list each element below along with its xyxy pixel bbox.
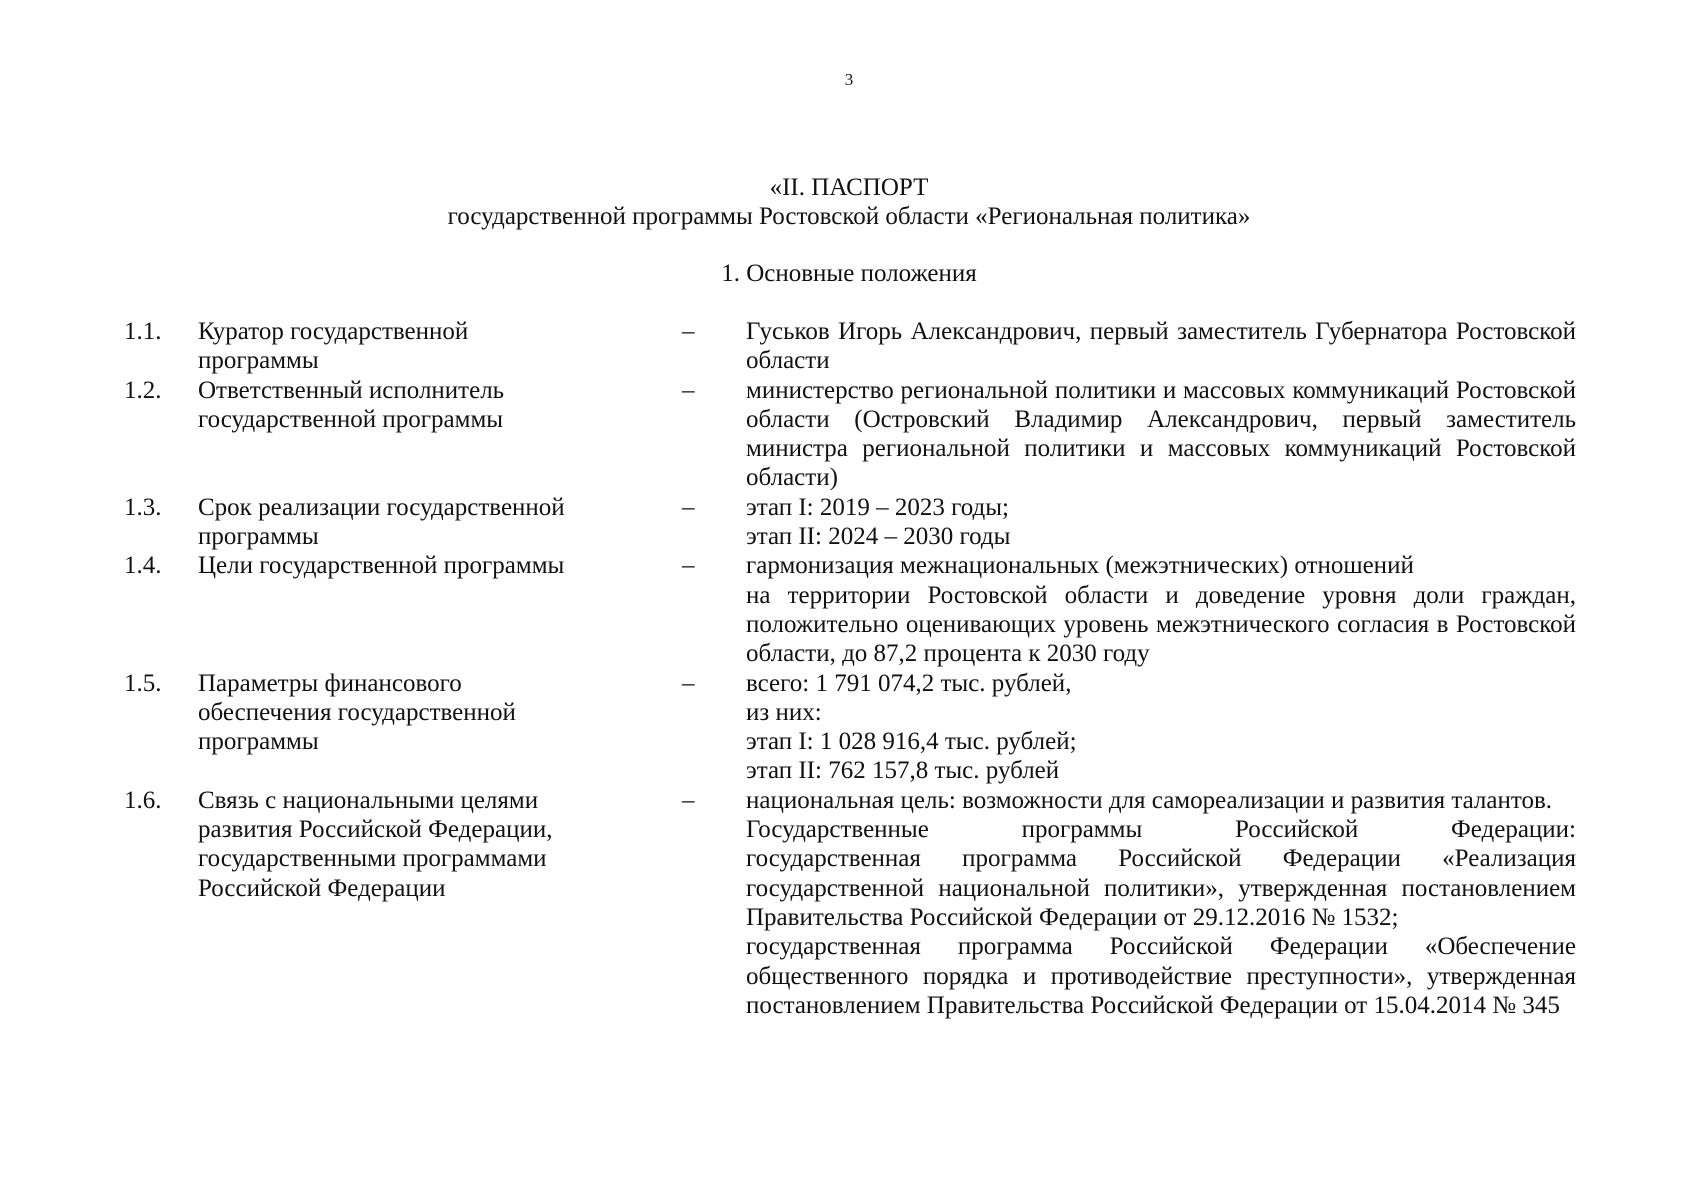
value-paragraph: этап I: 1 028 916,4 тыс. рублей;	[746, 728, 1077, 756]
table-row	[0, 493, 1698, 552]
row-label: Ответственный исполнитель государственной программы	[198, 376, 505, 433]
document-title: «II. ПАСПОРТ	[769, 174, 929, 201]
value-paragraph: из них:	[746, 698, 822, 726]
passport-table	[0, 317, 1698, 1108]
value-paragraph: государственная программа Российской Федерации «Реализация государственной национальной политики», утвержденная постановлением Правительства Российской Федерации от 29.12.2016 № 1532;	[746, 845, 1576, 931]
row-value	[746, 493, 1576, 552]
row-number: 1.2.	[124, 376, 162, 404]
row-number: 1.5.	[124, 669, 162, 697]
table-row	[0, 317, 1698, 376]
row-dash: –	[682, 786, 695, 814]
value-paragraph: этап II: 2024 – 2030 годы	[746, 523, 1011, 551]
value-paragraph: министерство региональной политики и массовых коммуникаций Ростовской области (Островский Владимир Александрович, первый заместитель министра региональной политики и массовых коммуникаций Ростовской области)	[746, 376, 1576, 492]
value-paragraph: Государственные программы Российской Федерации:	[746, 816, 1576, 844]
row-value	[746, 669, 1576, 786]
row-number: 1.3.	[124, 493, 162, 521]
row-value	[746, 551, 1576, 668]
row-number: 1.4.	[124, 552, 162, 580]
document-subtitle: государственной программы Ростовской области «Региональная политика»	[447, 203, 1251, 230]
row-dash: –	[682, 669, 695, 697]
row-dash: –	[682, 318, 695, 345]
row-dash: –	[682, 552, 695, 580]
row-label: Цели государственной программы	[198, 552, 565, 580]
page-number: 3	[844, 70, 854, 89]
row-value	[746, 786, 1576, 1020]
row-dash: –	[682, 493, 695, 521]
row-value	[746, 376, 1576, 493]
row-number: 1.1.	[124, 318, 162, 345]
table-row	[0, 551, 1698, 668]
value-paragraph: Гуськов Игорь Александрович, первый заместитель Губернатора Ростовской области	[746, 318, 1576, 375]
value-paragraph: этап II: 762 157,8 тыс. рублей	[746, 757, 1060, 785]
row-dash: –	[682, 376, 695, 404]
section-heading: 1. Основные положения	[721, 260, 977, 287]
table-row	[0, 669, 1698, 786]
value-paragraph: на территории Ростовской области и доведение уровня доли граждан, положительно оценивающих уровень межэтнического согласия в Ростовской области, до 87,2 процента к 2030 году	[746, 581, 1576, 668]
row-number: 1.6.	[124, 786, 162, 814]
value-paragraph: всего: 1 791 074,2 тыс. рублей,	[746, 669, 1072, 697]
row-label: Срок реализации государственной программы	[198, 493, 565, 551]
row-label: Параметры финансового обеспечения государственной программы	[198, 669, 516, 756]
value-paragraph: государственная программа Российской Федерации «Обеспечение общественного порядка и противодействие преступности», утвержденная постановлением Правительства Российской Федерации от 15.04.2014 № 345	[746, 933, 1576, 1019]
row-label: Куратор государственной программы	[198, 318, 469, 375]
table-row	[0, 786, 1698, 1108]
value-paragraph: гармонизация межнациональных (межэтнических) отношений	[746, 552, 1414, 580]
row-label: Связь с национальными целями развития Российской Федерации, государственными программами Российской Федерации	[198, 786, 553, 902]
row-value	[746, 317, 1576, 376]
value-paragraph: национальная цель: возможности для самореализации и развития талантов.	[746, 786, 1553, 814]
table-row	[0, 376, 1698, 493]
value-paragraph: этап I: 2019 – 2023 годы;	[746, 493, 1010, 521]
